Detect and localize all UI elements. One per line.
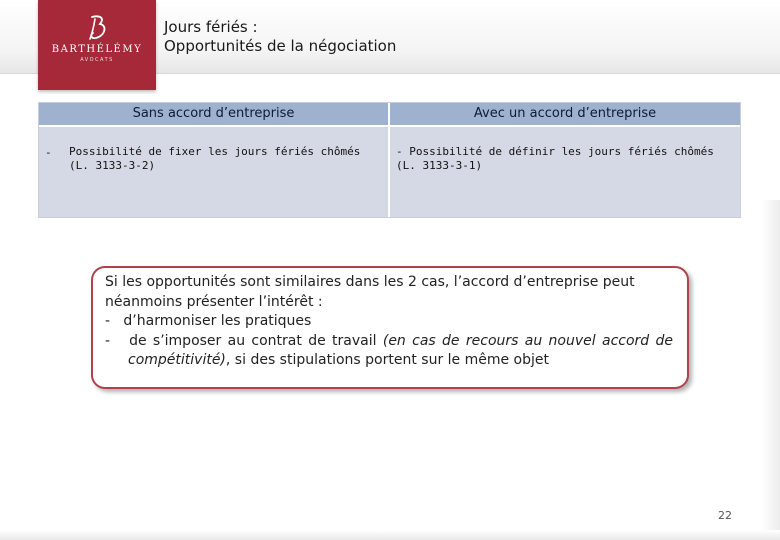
callout-box	[91, 266, 689, 389]
bullet-2-text-italic: (en cas de recours au nouvel accord de compétitivité)	[128, 332, 674, 368]
bullet-2-text-end: , si des stipulations portent sur le même objet	[225, 352, 549, 368]
column-header-without-agreement: Sans accord d’entreprise	[39, 103, 388, 125]
callout-text	[105, 273, 673, 371]
bullet-dash: -	[45, 146, 52, 159]
logo	[38, 0, 156, 90]
logo-b-monogram-icon	[84, 14, 110, 42]
logo-name: BARTHÉLÉMY	[51, 44, 143, 55]
bullet-marker: -	[105, 332, 111, 349]
callout-bullet-2	[105, 332, 673, 371]
slide-number: 22	[718, 509, 732, 522]
slide-title-line-2: Opportunités de la négociation	[164, 37, 397, 55]
column-header-with-agreement: Avec un accord d’entreprise	[390, 103, 740, 125]
cell-text-with-agreement: - Possibilité de définir les jours fériés chômés (L. 3133-3-1)	[396, 145, 714, 172]
slide-title-line-1: Jours fériés :	[164, 18, 258, 36]
bullet-2-text-start: de s’imposer au contrat de travail	[129, 332, 377, 349]
logo-subtitle: AVOCATS	[80, 57, 114, 63]
callout-intro: Si les opportunités sont similaires dans les 2 cas, l’accord d’entreprise peut néanmoins présenter l’intérêt :	[105, 274, 635, 310]
right-edge-shading	[762, 200, 780, 540]
comparison-table	[38, 102, 741, 218]
table-cell-with-agreement	[390, 127, 740, 217]
bullet-1-text: d’harmoniser les pratiques	[123, 313, 312, 329]
slide-title	[164, 18, 396, 56]
table-cell-without-agreement	[39, 127, 388, 217]
cell-text-without-agreement: Possibilité de fixer les jours fériés chômés (L. 3133-3-2)	[69, 145, 361, 172]
bottom-edge-shading	[0, 530, 780, 540]
callout-bullet-1	[105, 312, 673, 332]
bullet-marker: -	[105, 313, 111, 329]
